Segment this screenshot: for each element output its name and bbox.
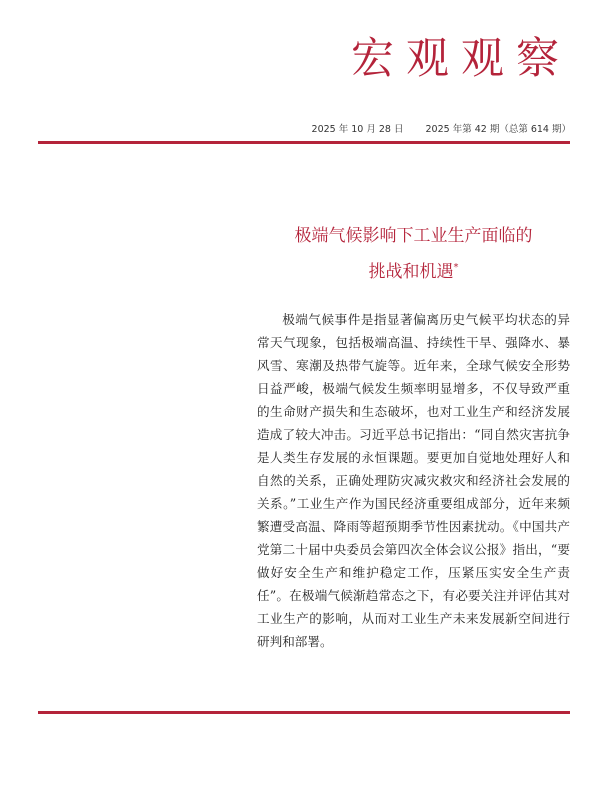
article-body: 极端气候事件是指显著偏离历史气候平均状态的异常天气现象，包括极端高温、持续性干旱、强降水、暴风雪、寒潮及热带气旋等。近年来，全球气候安全形势日益严峻，极端气候发生频率明显增多，不仅导致严重的生命财产损失和生态破坏，也对工业生产和经济发展造成了较大冲击。习近平总书记指出：“同自然灾害抗争是人类生存发展的永恒课题。要更加自觉地处理好人和自然的关系，正确处理防灾减灾救灾和经济社会发展的关系。”工业生产作为国民经济重要组成部分，近年来频繁遭受高温、降雨等超预期季节性因素扰动。《中国共产党第二十届中央委员会第四次全体会议公报》指出，“要做好安全生产和维护稳定工作，压紧压实安全生产责任”。在极端气候渐趋常态之下，有必要关注并评估其对工业生产的影响，从而对工业生产未来发展新空间进行研判和部署。: [257, 312, 570, 649]
header-divider: [38, 141, 570, 144]
article-title-line1: 极端气候影响下工业生产面临的: [294, 226, 533, 246]
footer-divider: [38, 711, 570, 714]
footnote-marker[interactable]: *: [453, 262, 459, 273]
issue-number: 2025 年第 42 期（总第 614 期）: [425, 124, 571, 135]
article-title: [257, 218, 570, 290]
article-title-line2: 挑战和机遇: [368, 262, 454, 282]
masthead-title: 宏观观察: [351, 34, 571, 84]
issue-date: 2025 年 10 月 28 日: [311, 124, 404, 135]
issue-info: [312, 121, 571, 135]
article: [257, 218, 570, 653]
